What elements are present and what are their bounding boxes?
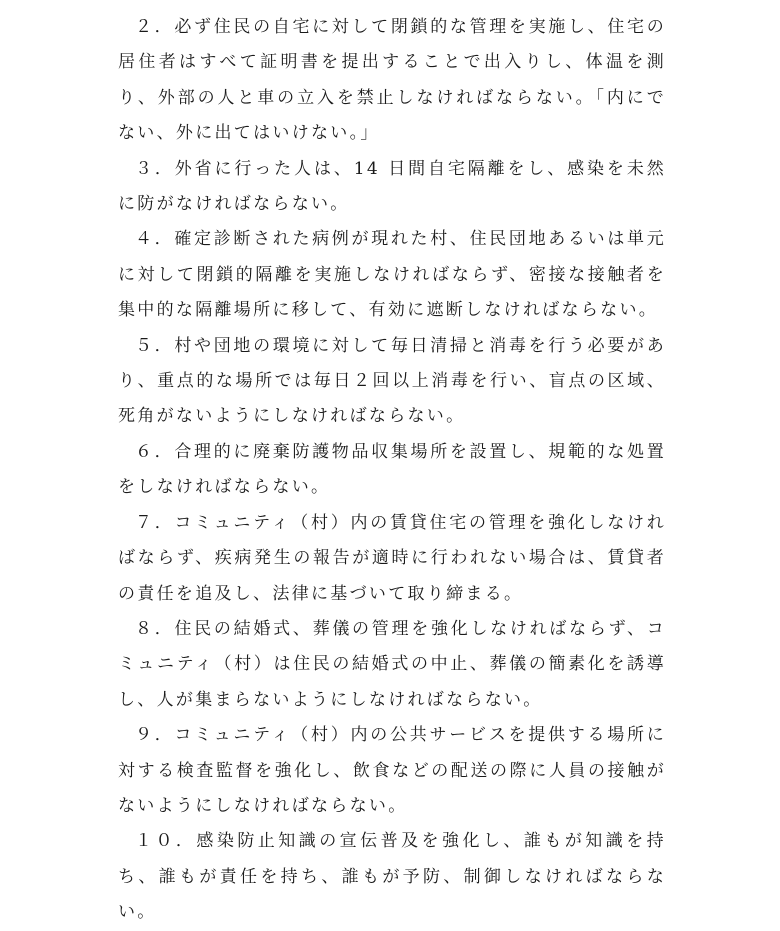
list-item: ８．住民の結婚式、葬儀の管理を強化しなければならず、コミュニティ（村）は住民の結婚式の中止、葬儀の簡素化を誘導し、人が集まらないようにしなければならない。 — [118, 618, 666, 710]
list-item: ５．村や団地の環境に対して毎日清掃と消毒を行う必要があり、重点的な場所では毎日２回以上消毒を行い、盲点の区域、死角がないようにしなければならない。 — [118, 335, 666, 427]
document-page — [118, 10, 666, 931]
list-item: ９．コミュニティ（村）内の公共サービスを提供する場所に対する検査監督を強化し、飲食などの配送の際に人員の接触がないようにしなければならない。 — [118, 725, 666, 816]
list-item: ６．合理的に廃棄防護物品収集場所を設置し、規範的な処置をしなければならない。 — [118, 441, 666, 498]
list-item: ２．必ず住民の自宅に対して閉鎖的な管理を実施し、住宅の居住者はすべて証明書を提出することで出入りし、体温を測り、外部の人と車の立入を禁止しなければならない。「内にでない、外に出てはいけない。」 — [118, 17, 666, 144]
list-item: １０．感染防止知識の宣伝普及を強化し、誰もが知識を持ち、誰もが責任を持ち、誰もが予防、制御しなければならない。 — [118, 831, 666, 923]
list-item: ３．外省に行った人は、14 日間自宅隔離をし、感染を未然に防がなければならない。 — [118, 158, 666, 215]
list-item: ４．確定診断された病例が現れた村、住民団地あるいは単元に対して閉鎖的隔離を実施しなければならず、密接な接触者を集中的な隔離場所に移して、有効に遮断しなければならない。 — [118, 229, 666, 321]
list-item: ７．コミュニティ（村）内の賃貸住宅の管理を強化しなければならず、疾病発生の報告が適時に行われない場合は、賃貸者の責任を追及し、法律に基づいて取り締まる。 — [118, 512, 666, 604]
